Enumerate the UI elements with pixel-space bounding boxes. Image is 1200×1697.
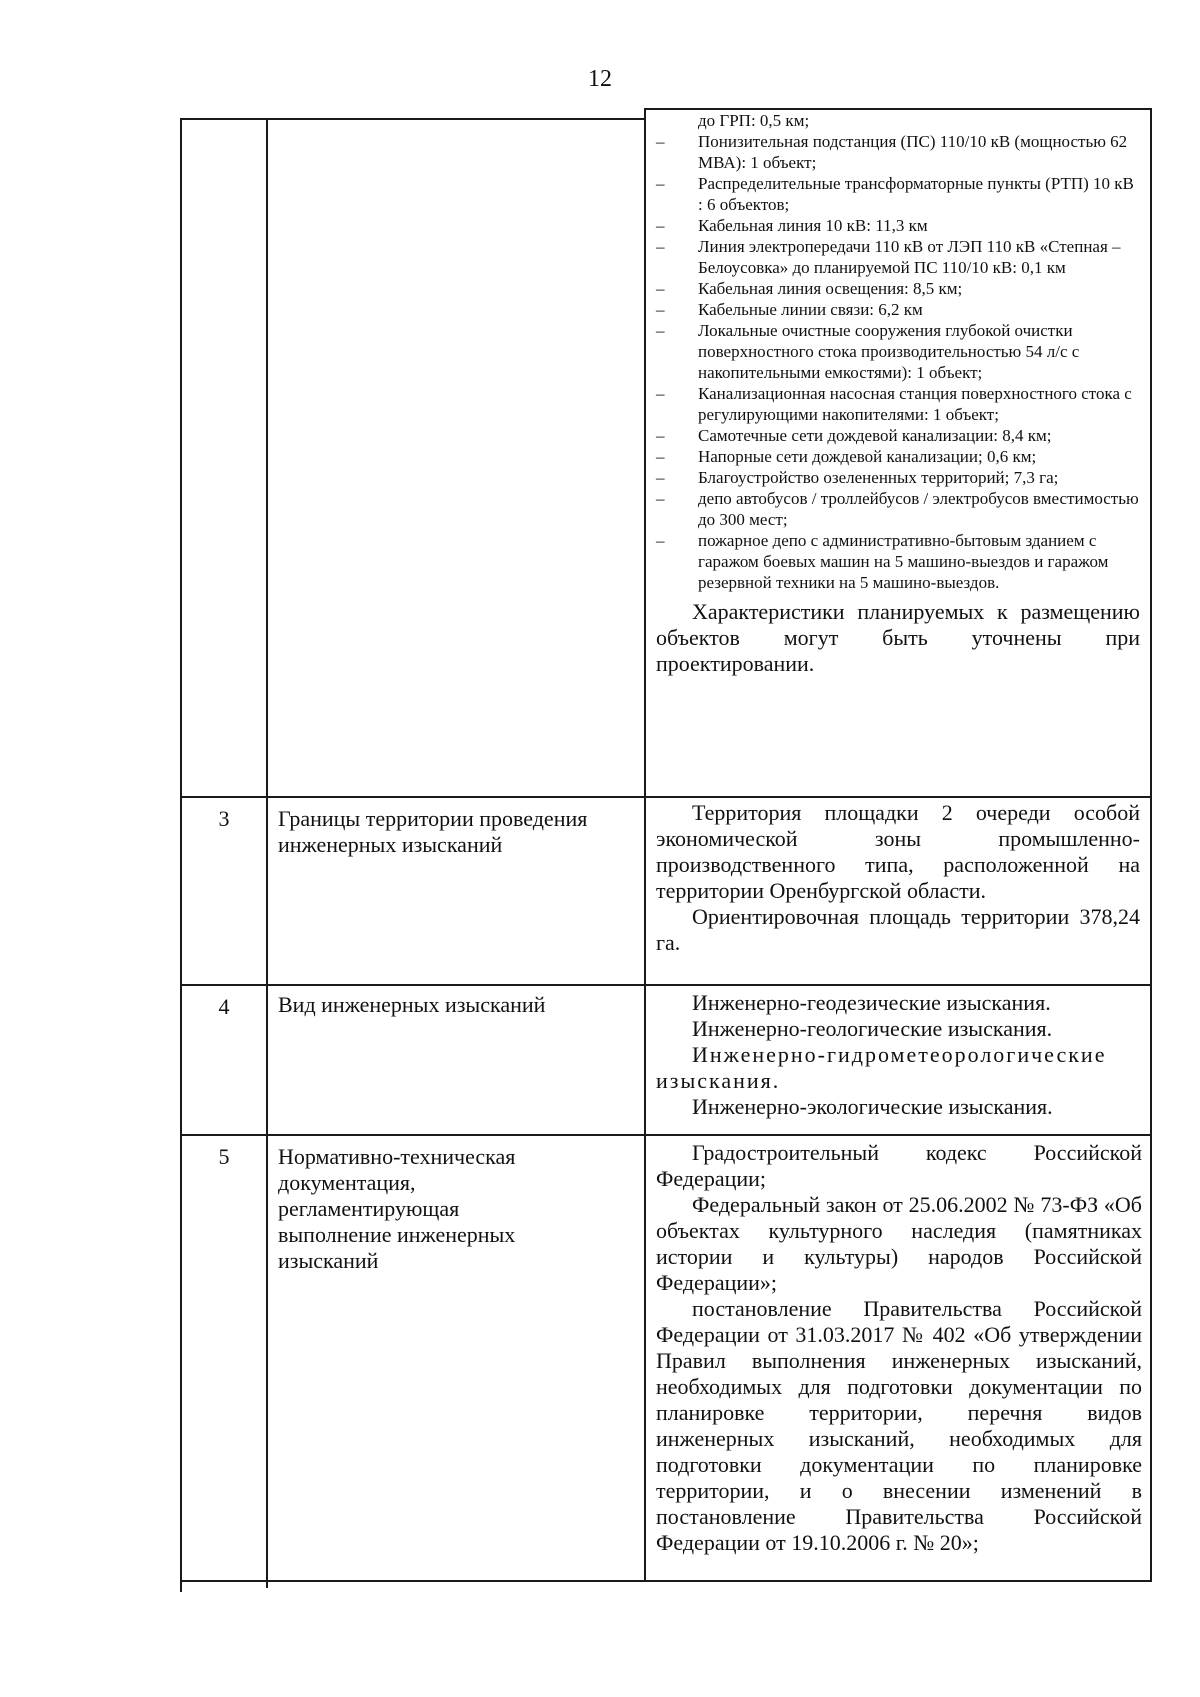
table-border-right bbox=[1150, 108, 1152, 1582]
note-paragraph: Характеристики планируемых к размещению объектов могут быть уточнены при проектировании. bbox=[656, 599, 1140, 676]
list-item: – Благоустройство озелененных территорий; 7,3 га; bbox=[656, 468, 1059, 487]
table-bottom-border bbox=[180, 1580, 1152, 1582]
row-number: 5 bbox=[218, 1144, 230, 1169]
list-item: – Линия электропередачи 110 кВ от ЛЭП 110 кВ «Степная – Белоусовка» до планируемой ПС 110/10 кВ: 0,1 км bbox=[656, 237, 1121, 277]
paragraph: Территория площадки 2 очереди особой экономической зоны промышленно-производственного типа, расположенной на территории Оренбургской области. bbox=[656, 800, 1140, 903]
table-border-left bbox=[180, 118, 182, 1592]
row-label: Вид инженерных изысканий bbox=[278, 992, 546, 1017]
lead-line: до ГРП: 0,5 км; bbox=[698, 111, 810, 130]
column-divider-1 bbox=[266, 118, 268, 1588]
survey-type: Инженерно-геодезические изыскания. bbox=[692, 990, 1051, 1015]
row-number: 3 bbox=[218, 806, 230, 831]
row-divider bbox=[180, 984, 1152, 986]
facility-list bbox=[656, 131, 1140, 593]
list-item: – Напорные сети дождевой канализации; 0,6 км; bbox=[656, 447, 1037, 466]
paragraph: Ориентировочная площадь территории 378,24 га. bbox=[656, 904, 1140, 955]
page-number: 12 bbox=[588, 66, 612, 92]
row-divider bbox=[180, 1134, 1152, 1136]
row-divider bbox=[180, 796, 1152, 798]
table-top-border bbox=[180, 118, 646, 120]
list-item: – Кабельная линия освещения: 8,5 км; bbox=[656, 279, 963, 298]
survey-type: Инженерно-экологические изыскания. bbox=[692, 1094, 1053, 1119]
list-item: – Кабельные линии связи: 6,2 км bbox=[656, 300, 923, 319]
paragraph: Федеральный закон от 25.06.2002 № 73-ФЗ «Об объектах культурного наследия (памятниках истории и культуры) народов Российской Федерации»; bbox=[656, 1192, 1142, 1295]
row-number: 4 bbox=[218, 994, 230, 1019]
list-item: – депо автобусов / троллейбусов / электробусов вместимостью до 300 мест; bbox=[656, 489, 1139, 529]
requirements-table bbox=[180, 108, 1160, 1592]
row-content bbox=[656, 800, 1140, 956]
continued-content-cell bbox=[656, 110, 1140, 677]
row-label: Нормативно-техническая документация, регламентирующая выполнение инженерных изысканий bbox=[278, 1144, 516, 1273]
list-item: – пожарное депо с административно-бытовым зданием с гаражом боевых машин на 5 машино-выездов и гаражом резервной техники на 5 машино-выездов. bbox=[656, 531, 1109, 592]
list-item: – Канализационная насосная станция поверхностного стока с регулирующими накопителями: 1 объект; bbox=[656, 384, 1132, 424]
column-divider-2 bbox=[644, 108, 646, 1582]
survey-type: Инженерно-гидрометеорологические изыскания. bbox=[656, 1042, 1107, 1093]
list-item: – Распределительные трансформаторные пункты (РТП) 10 кВ : 6 объектов; bbox=[656, 174, 1134, 214]
list-item: – Кабельная линия 10 кВ: 11,3 км bbox=[656, 216, 928, 235]
row-content bbox=[656, 990, 1140, 1120]
paragraph: Градостроительный кодекс Российской Федерации; bbox=[656, 1140, 1142, 1191]
survey-type: Инженерно-геологические изыскания. bbox=[692, 1016, 1053, 1041]
row-content bbox=[656, 1140, 1142, 1556]
row-label: Границы территории проведения инженерных изысканий bbox=[278, 806, 588, 857]
list-item: – Самотечные сети дождевой канализации: 8,4 км; bbox=[656, 426, 1052, 445]
list-item: – Локальные очистные сооружения глубокой очистки поверхностного стока производительностью 54 л/с с накопительными емкостями): 1 объект; bbox=[656, 321, 1080, 382]
list-item: – Понизительная подстанция (ПС) 110/10 кВ (мощностью 62 МВА): 1 объект; bbox=[656, 132, 1128, 172]
paragraph: постановление Правительства Российской Федерации от 31.03.2017 № 402 «Об утверждении Правил выполнения инженерных изысканий, необходимых для подготовки документации по планировке территории, перечня видов инженерных изысканий, необходимых для подготовки документации по планировке территории, и о внесении изменений в постановление Правительства Российской Федерации от 19.10.2006 г. № 20»; bbox=[656, 1296, 1142, 1555]
